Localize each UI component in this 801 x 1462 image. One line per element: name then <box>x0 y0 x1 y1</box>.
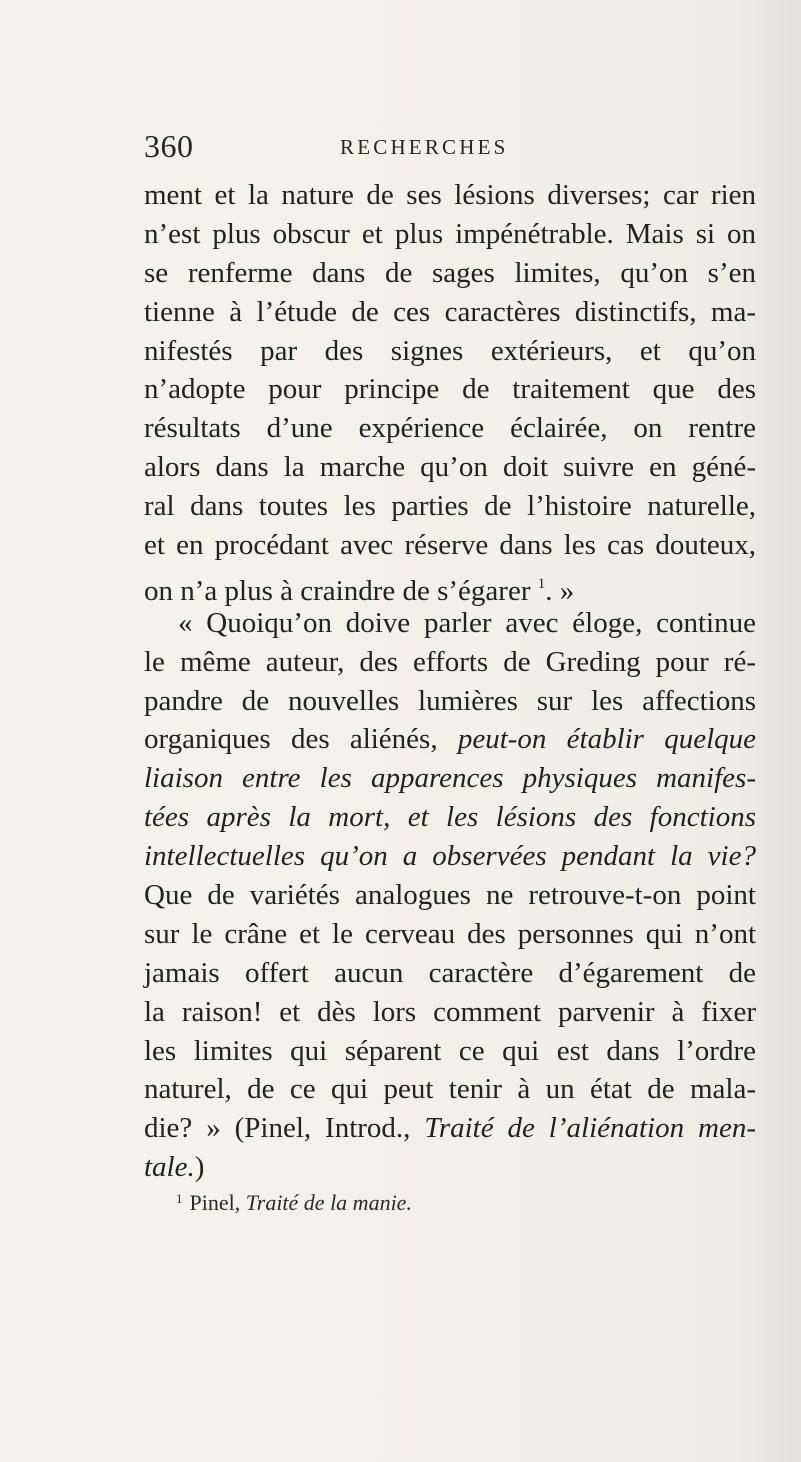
text-line <box>144 565 756 607</box>
text-line: jamais offert aucun caractère d’égarement de <box>144 956 756 989</box>
text-line: ment et la nature de ses lésions diverses; car rien <box>144 179 756 211</box>
italic-text: Traité de l’aliénation men- <box>424 1112 756 1145</box>
line-text: on n’a plus à craindre de s’égarer <box>144 574 531 607</box>
quote-close: . » <box>545 574 575 607</box>
footnote-author: Pinel, <box>189 1190 241 1215</box>
text-line: et en procédant avec réserve dans les cas douteux, <box>144 529 756 562</box>
text-line: la raison! et dès lors comment parvenir à fixer <box>144 995 756 1028</box>
text-line: nifestés par des signes extérieurs, et qu’on <box>144 334 756 367</box>
italic-text: peut-on établir quelque <box>457 723 756 756</box>
text-line <box>144 1109 756 1148</box>
text-line <box>144 720 756 759</box>
text-line: Que de variétés analogues ne retrouve-t-on point <box>144 879 756 912</box>
text-line: alors dans la marche qu’on doit suivre en géné- <box>144 451 756 484</box>
main-text <box>144 176 756 1187</box>
italic-line: intellectuelles qu’on a observées pendant la vie? <box>144 840 756 873</box>
text-line: « Quoiqu’on doive parler avec éloge, continue <box>178 606 756 639</box>
text-line: se renferme dans de sages limites, qu’on s’en <box>144 256 756 289</box>
paren-close: ) <box>194 1151 205 1184</box>
text-line: pandre de nouvelles lumières sur les affections <box>144 684 756 717</box>
page-header <box>144 128 744 168</box>
line-text: organiques des aliénés, <box>144 723 438 756</box>
italic-text: tale. <box>144 1151 195 1184</box>
text-line: sur le crâne et le cerveau des personnes qui n’ont <box>144 917 756 950</box>
text-line: ral dans toutes les parties de l’histoire naturelle, <box>144 490 756 523</box>
text-line <box>144 1148 756 1187</box>
italic-line: tées après la mort, et les lésions des fonctions <box>144 801 756 834</box>
text-line: résultats d’une expérience éclairée, on rentre <box>144 412 756 445</box>
running-title: RECHERCHES <box>340 135 509 159</box>
text-line: les limites qui séparent ce qui est dans l’ordre <box>144 1034 756 1067</box>
text-line: n’adopte pour principe de traitement que des <box>144 373 756 406</box>
footnote-marker: 1 <box>176 1191 183 1206</box>
text-line: le même auteur, des efforts de Greding pour ré- <box>144 645 756 678</box>
text-line: tienne à l’étude de ces caractères distinctifs, ma- <box>144 295 756 328</box>
page-number: 360 <box>144 128 194 164</box>
italic-line: liaison entre les apparences physiques manifes- <box>144 762 756 795</box>
footnote-title: Traité de la manie. <box>245 1190 412 1215</box>
text-line: n’est plus obscur et plus impénétrable. Mais si on <box>144 217 756 250</box>
footnote <box>176 1190 412 1216</box>
footnote-reference: 1 <box>537 575 546 592</box>
line-text: die? » (Pinel, Introd., <box>144 1112 411 1145</box>
text-line: naturel, de ce qui peut tenir à un état de mala- <box>144 1073 756 1106</box>
